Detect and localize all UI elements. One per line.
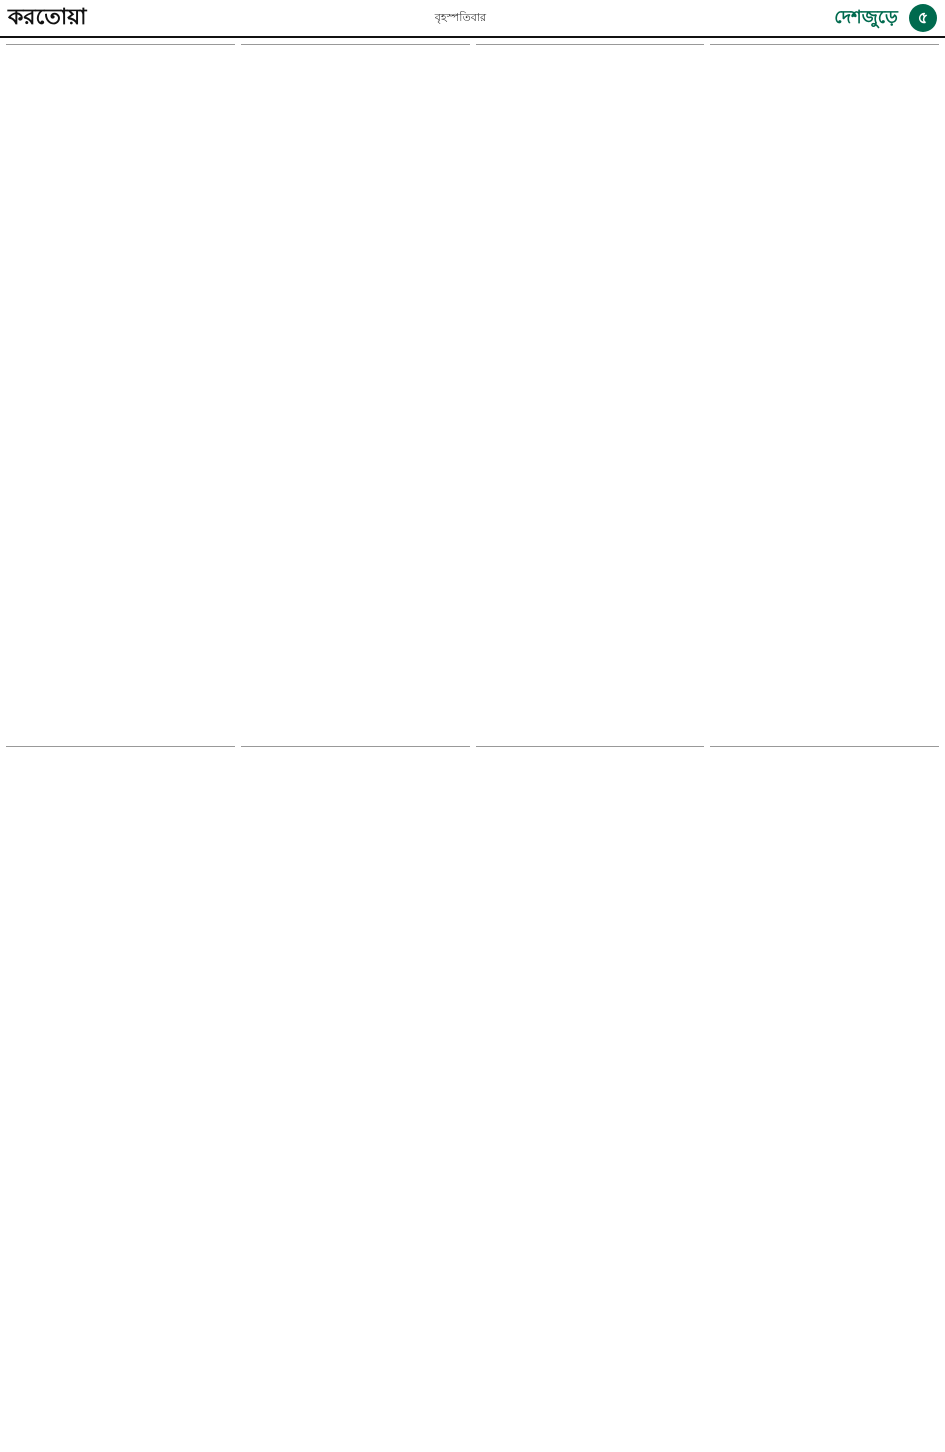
story [710, 746, 939, 1442]
story [710, 44, 939, 740]
newspaper-logo: করতোয়া [8, 3, 87, 30]
masthead [0, 0, 945, 38]
date-line: বৃহস্পতিবার [434, 10, 487, 24]
story [476, 44, 705, 740]
section-header [834, 3, 937, 34]
story [6, 746, 235, 1442]
story [241, 746, 470, 1442]
story [6, 44, 235, 740]
news-columns [0, 38, 945, 1448]
story [476, 746, 705, 1442]
story [241, 44, 470, 740]
section-title: দেশজুড়ে [834, 6, 898, 28]
page-number: ৫ [909, 4, 937, 32]
